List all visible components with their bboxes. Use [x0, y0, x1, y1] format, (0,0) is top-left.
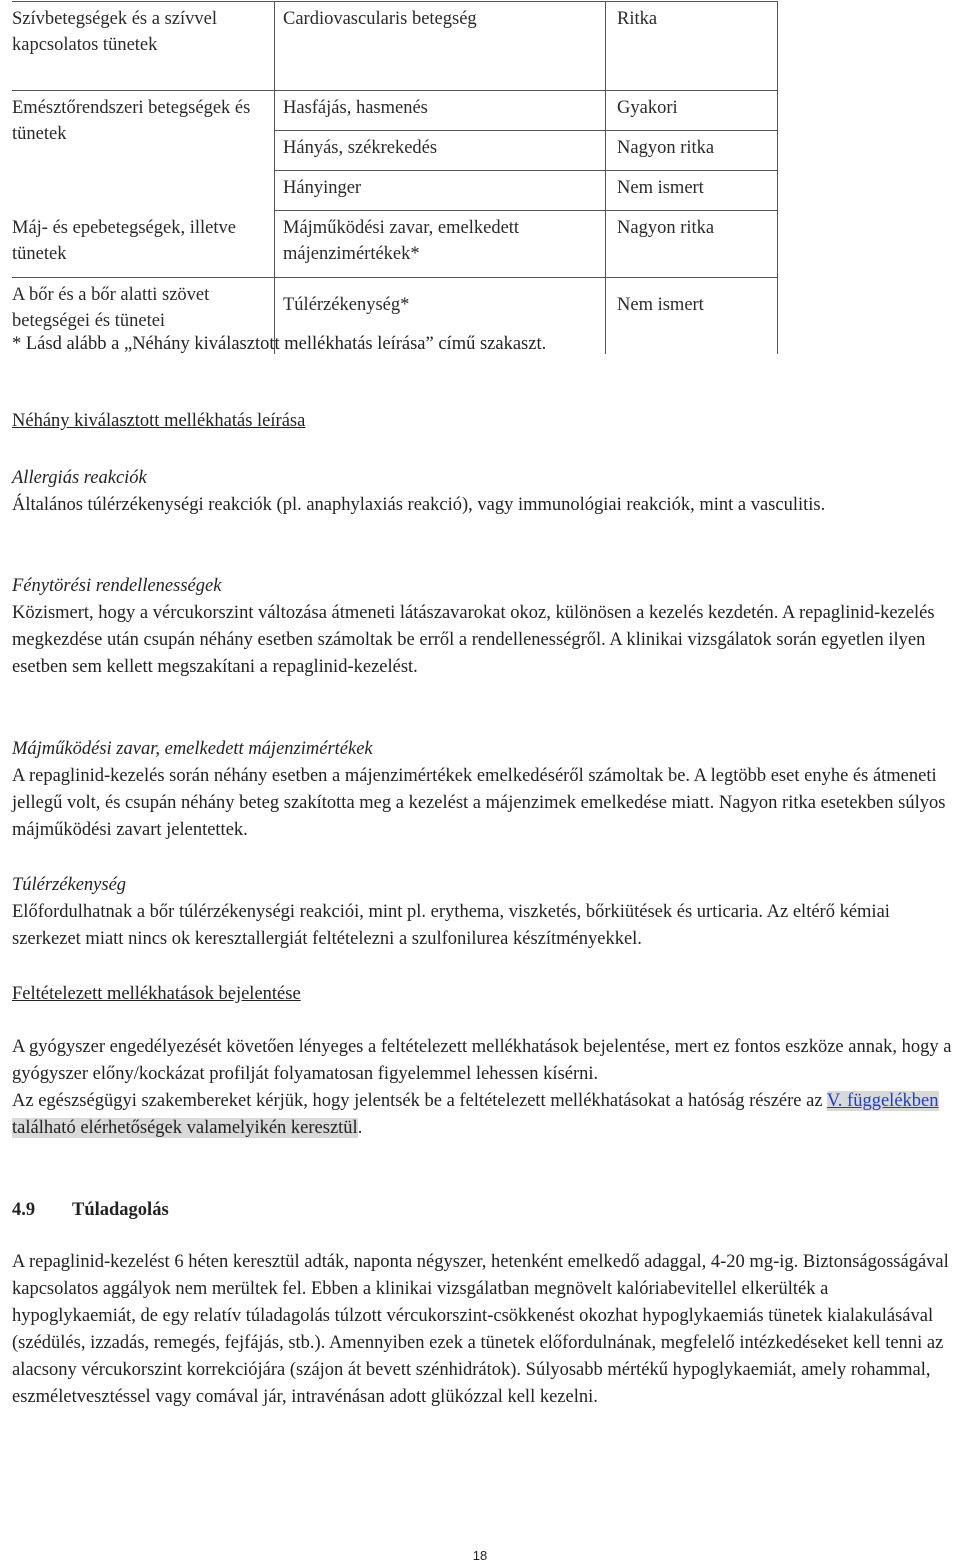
side-effects-table	[12, 1, 778, 354]
paragraph-liver	[12, 736, 956, 844]
report-paragraph-1: A gyógyszer engedélyezését követően lényeges a feltételezett mellékhatások bejelentése, mert ez fontos eszköze annak, hogy a gyógyszer előny/kockázat profilját folyamatosan figyelemmel lehessen kísérni.	[12, 1037, 952, 1084]
table-cell-system: A bőr és a bőr alatti szövet betegségei és tünetei	[12, 278, 275, 355]
report-paragraph-2	[12, 1088, 956, 1142]
table-row	[12, 2, 778, 91]
paragraph-body: Előfordulhatnak a bőr túlérzékenységi reakciói, mint pl. erythema, viszketés, bőrkiütések és urticaria. Az eltérő kémiai szerkezet miatt nincs ok keresztallergiát feltételezni a szulfonilurea készítményekkel.	[12, 902, 890, 949]
table-cell-effect: Hányás, székrekedés	[275, 131, 606, 171]
table-footnote: * Lásd alább a „Néhány kiválasztott mellékhatás leírása” című szakaszt.	[12, 334, 547, 354]
report-text-end: .	[357, 1118, 363, 1138]
paragraph-hypersensitivity	[12, 872, 956, 953]
table-cell-frequency: Nem ismert	[606, 278, 778, 355]
highlighted-text: található elérhetőségek valamelyikén keresztül	[12, 1118, 358, 1138]
paragraph-heading: Fénytörési rendellenességek	[12, 576, 222, 596]
appendix-link[interactable]: V. függelékben	[826, 1091, 939, 1111]
table-cell-frequency: Gyakori	[606, 91, 778, 131]
section-heading-title: Túladagolás	[72, 1200, 169, 1220]
table-cell-system: Máj- és epebetegségek, illetve tünetek	[12, 211, 275, 278]
paragraph-body: Általános túlérzékenységi reakciók (pl. anaphylaxiás reakció), vagy immunológiai reakciók, mint a vasculitis.	[12, 495, 826, 515]
table-cell-effect: Cardiovascularis betegség	[275, 2, 606, 91]
table-cell-frequency: Nem ismert	[606, 171, 778, 211]
table-row	[12, 211, 778, 278]
table-cell-effect: Hasfájás, hasmenés	[275, 91, 606, 131]
paragraph-heading: Túlérzékenység	[12, 875, 127, 895]
table-cell-system: Emésztőrendszeri betegségek és tünetek	[12, 91, 275, 211]
table-cell-effect: Túlérzékenység*	[275, 278, 606, 355]
paragraph-refraction	[12, 573, 956, 681]
report-title: Feltételezett mellékhatások bejelentése	[12, 984, 301, 1004]
table-cell-effect: Hányinger	[275, 171, 606, 211]
overdose-paragraph: A repaglinid-kezelést 6 héten keresztül adták, naponta négyszer, hetenként emelkedő adaggal, 4-20 mg-ig. Biztonságosságával kapcsolatos aggályok nem merültek fel. Ebben a klinikai vizsgálatban megnövelt kalóriabevitellel elkerülték a hypoglykaemiát, de egy relatív túladagolás túlzott vércukorszint-csökkenést okozhat hypoglykaemiás tünetek kialakulásával (szédülés, izzadás, remegés, fejfájás, stb.). Amennyiben ezek a tünetek előfordulnának, megfelelő intézkedéseket kell tenni az alacsony vércukorszint korrekciójára (szájon át bevett szénhidrátok). Súlyosabb mértékű hypoglykaemiát, amely rohammal, eszméletvesztéssel vagy comával jár, intravénásan adott glükózzal kell kezelni.	[12, 1252, 949, 1407]
table-cell-frequency: Nagyon ritka	[606, 211, 778, 278]
paragraph-allergic	[12, 465, 956, 519]
paragraph-heading: Májműködési zavar, emelkedett májenzimértékek	[12, 739, 373, 759]
table-cell-effect: Májműködési zavar, emelkedett májenzimértékek*	[275, 211, 606, 278]
paragraph-heading: Allergiás reakciók	[12, 468, 147, 488]
paragraph-body: A repaglinid-kezelés során néhány esetben a májenzimértékek emelkedéséről számoltak be. A legtöbb eset enyhe és átmeneti jellegű volt, és csupán néhány beteg szakította meg a kezelést a májenzimek emelkedése miatt. Nagyon ritka esetekben súlyos májműködési zavart jelentettek.	[12, 766, 946, 840]
table-cell-system: Szívbetegségek és a szívvel kapcsolatos tünetek	[12, 2, 275, 91]
table-cell-frequency: Ritka	[606, 2, 778, 91]
section-number: 4.9	[12, 1200, 36, 1220]
paragraph-body: Közismert, hogy a vércukorszint változása átmeneti látászavarokat okoz, különösen a kezelés kezdetén. A repaglinid-kezelés megkezdése után csupán néhány esetben számoltak be erről a rendellenességről. A klinikai vizsgálatok során egyetlen ilyen esetben sem kellett megszakítani a repaglinid-kezelést.	[12, 603, 935, 677]
page-number: 18	[472, 1548, 488, 1563]
table-cell-frequency: Nagyon ritka	[606, 131, 778, 171]
report-body	[12, 1034, 956, 1142]
report-text: Az egészségügyi szakembereket kérjük, hogy jelentsék be a feltételezett mellékhatásokat a hatóság részére az	[12, 1091, 827, 1111]
section-title: Néhány kiválasztott mellékhatás leírása	[12, 411, 306, 431]
table-row	[12, 91, 778, 131]
section-heading	[12, 1197, 169, 1223]
